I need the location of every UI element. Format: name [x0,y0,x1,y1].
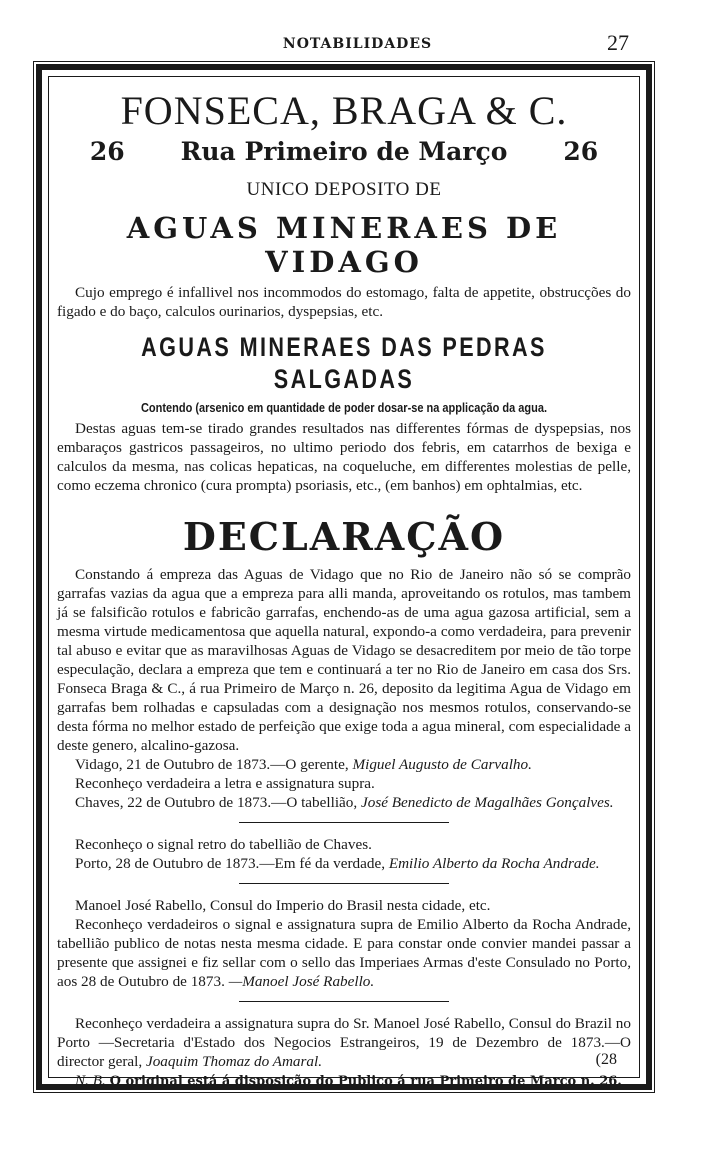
street-number-left: 26 [89,137,125,166]
consul-name: —Manoel José Rabello. [228,973,375,990]
firm-address [49,135,639,169]
final-text: Reconheço verdadeira a assignatura supra do Sr. Manoel José Rabello, Consul do Brazil no Porto —Secretaria d'Estado dos Negocios Estrangeiros, 19 de Dezembro de 1873.—O director geral, [57,1015,631,1070]
vidago-text: Cujo emprego é infallivel nos incommodos do estomago, falta de appetite, obstrucções do figado e do baço, calculos ourinarios, dyspepsias, etc. [57,284,631,320]
sig-1-text: Vidago, 21 de Outubro de 1873.—O gerente, [75,756,349,773]
pedras-text: Destas aguas tem-se tirado grandes resultados nas differentes fórmas de dyspepsias, nos embaraços gastricos passageiros, no ultimo periodo dos febris, em catarrhos de bexiga e calculos da mesma, nas colicas hepaticas, na coqueluche, em differentes molestias de pelle, como eczema chronico (cura prompta) psoriasis, etc., (em banhos) em ophtalmias, etc. [57,420,631,494]
declaration-title: DECLARAÇÃO [182,514,506,559]
divider-3 [239,1001,449,1002]
advertisement-body [48,76,640,1089]
page-header [0,30,715,66]
declaration-text: Constando á empreza das Aguas de Vidago que no Rio de Janeiro não só se comprão garrafas vazias da agua que a empreza para alli manda, aproveitando os rotulos, mas tambem já se falsificão rotulos e fabricão garrafas, enchendo-as de uma agua gazosa artificial, sem a mesma virtude medicamentosa que aquella natural, expondo-a como verdadeira, para prevenir tal abuso e evitar que as maravilhosas Aguas de Vidago se desacreditem por meio de tão torpe especulação, declara a empreza que tem e continuará a ter no Rio de Janeiro em casa dos Srs. Fonseca Braga & C., á rua Primeiro de Março n. 26, deposito da legitima Agua de Vidago em garrafas bem rolhadas e capsuladas com a designação nos mesmos rotulos, conservando-se desta fórma no melhor estado de perfeição que exige toda a agua mineral, com especialidade a deste genero, alcalino-gazosa. [57,566,631,754]
firm-name: FONSECA, BRAGA & C. [120,88,568,133]
running-head: NOTABILIDADES [282,36,433,52]
divider-2 [239,883,449,884]
deposit-heading: UNICO DEPOSITO DE [246,179,442,200]
porto-text: Porto, 28 de Outubro de 1873.—Em fé da verdade, [75,855,386,872]
divider-1 [239,822,449,823]
pedras-subtitle: Contendo (arsenico em quantidade de poder dosar-se na applicação da agua. [140,400,548,415]
declaration-signature-1 [57,755,631,774]
sig-3-text: Chaves, 22 de Outubro de 1873.—O tabellião, [75,794,358,811]
consul-text: Reconheço verdadeiros o signal e assignatura supra de Emilio Alberto da Rocha Andrade, tabellião publico de notas nesta mesma cidade. E para constar onde convier mandei passar a presente que assignei e fiz sellar com o sello das Imperiaes Armas d'este Consulado no Porto, aos 28 de Outubro de 1873. [57,916,631,990]
advertisement-frame [36,64,652,1090]
page-number: 27 [607,30,629,55]
sig-3-name: José Benedicto de Magalhães Gonçalves. [360,794,614,811]
nota-bene [57,1071,631,1091]
consul-recognition [57,915,631,991]
vidago-title: AGUAS MINERAES DE VIDAGO [126,211,562,279]
street-number-right: 26 [563,137,599,166]
porto-name: Emilio Alberto da Rocha Andrade. [388,855,600,872]
street-name: Rua Primeiro de Março [180,137,508,166]
porto-attestation [57,854,631,873]
final-name: Joaquim Thomaz do Amaral. [145,1053,323,1070]
chaves-recognition: Reconheço o signal retro do tabellião de Chaves. [75,836,372,853]
reference-number: (28 [595,1051,617,1068]
sig-1-name: Miguel Augusto de Carvalho. [352,756,532,773]
nb-text: O original está á disposição do Publico á rua Primeiro de Março n. 26. [109,1074,622,1089]
pedras-title: AGUAS MINERAES DAS PEDRAS SALGADAS [141,332,547,394]
final-recognition [57,1014,631,1071]
declaration-signature-3 [57,793,631,812]
declaration-signature-2: Reconheço verdadeira a letra e assignatura supra. [75,775,375,792]
consul-heading: Manoel José Rabello, Consul do Imperio do Brasil nesta cidade, etc. [75,897,491,914]
nb-label: N. B. [75,1072,106,1089]
